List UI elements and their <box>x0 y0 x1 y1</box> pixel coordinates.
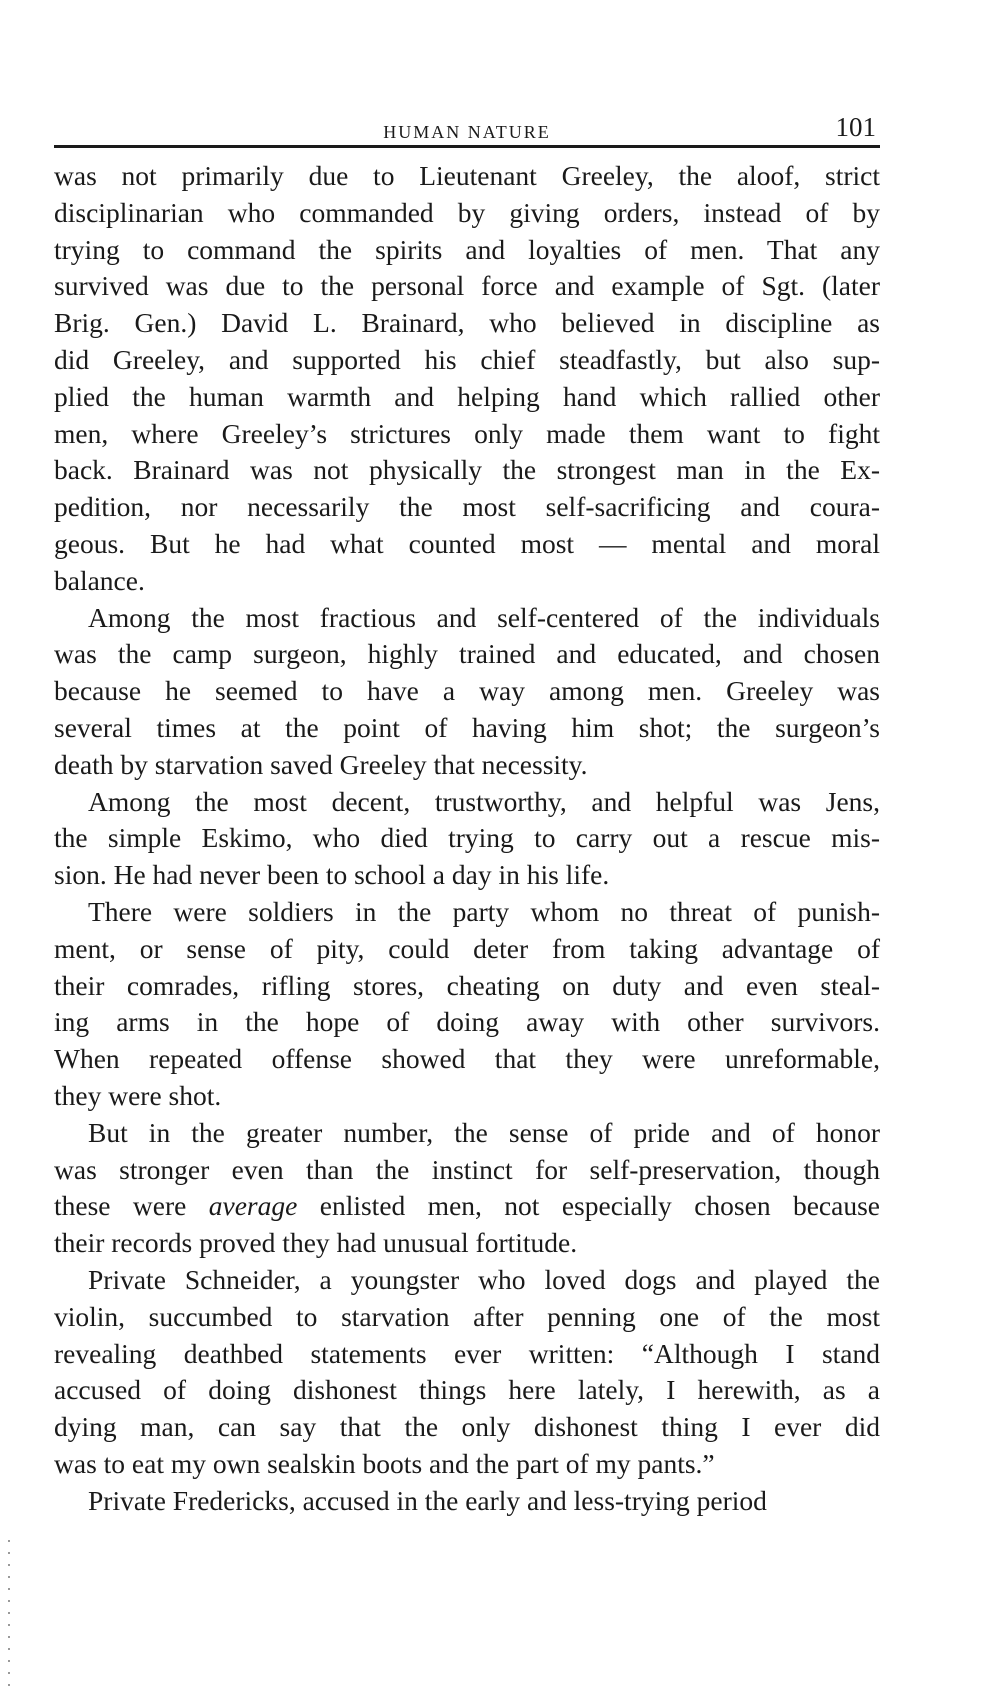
text-line: because he seemed to have a way among men. Greeley was <box>54 675 880 707</box>
text-run: enlisted men, not especially chosen because <box>297 1190 880 1222</box>
text-line: Private Fredericks, accused in the early and less-trying period <box>88 1484 767 1516</box>
text-run: But in the greater number, the sense of pride and of honor <box>88 1116 880 1148</box>
text-line: sion. He had never been to school a day in his life. <box>54 859 610 891</box>
text-line <box>54 1188 880 1225</box>
paragraph <box>54 1262 880 1483</box>
binding-edge-marks <box>8 1540 10 1690</box>
paragraph <box>54 600 880 784</box>
text-line: disciplinarian who commanded by giving orders, instead of by <box>54 196 880 228</box>
text-run: was stronger even than the instinct for self-preservation, though <box>54 1153 880 1185</box>
text-line: survived was due to the personal force and example of Sgt. (later <box>54 270 880 302</box>
text-line: death by starvation saved Greeley that necessity. <box>54 748 588 780</box>
text-line: ing arms in the hope of doing away with other survivors. <box>54 1006 880 1038</box>
paragraph <box>54 158 880 600</box>
text-line: geous. But he had what counted most — mental and moral <box>54 527 880 559</box>
running-header <box>54 112 880 146</box>
italic-word: average <box>208 1190 298 1222</box>
text-line: did Greeley, and supported his chief steadfastly, but also sup- <box>54 343 880 375</box>
text-line <box>54 1225 880 1262</box>
text-line: Private Schneider, a youngster who loved dogs and played the <box>88 1263 880 1295</box>
text-line: back. Brainard was not physically the strongest man in the Ex- <box>54 454 880 486</box>
paragraph <box>54 894 880 1115</box>
text-line: several times at the point of having him shot; the surgeon’s <box>54 711 880 743</box>
text-line: ment, or sense of pity, could deter from taking advantage of <box>54 932 880 964</box>
text-line: There were soldiers in the party whom no threat of punish- <box>88 895 880 927</box>
paragraph <box>54 1483 880 1520</box>
running-title: HUMAN NATURE <box>383 122 551 142</box>
header-rule <box>54 145 880 148</box>
text-line: Among the most fractious and self-centered of the individuals <box>88 601 880 633</box>
text-line: balance. <box>54 564 145 596</box>
text-line <box>54 1115 880 1152</box>
text-line: violin, succumbed to starvation after penning one of the most <box>54 1300 880 1332</box>
text-line: they were shot. <box>54 1079 222 1111</box>
text-line: trying to command the spirits and loyalties of men. That any <box>54 233 880 265</box>
text-line: men, where Greeley’s strictures only made them want to fight <box>54 417 880 449</box>
body-text <box>54 158 880 1519</box>
text-line <box>54 1152 880 1189</box>
text-line: accused of doing dishonest things here lately, I herewith, as a <box>54 1374 880 1406</box>
text-line: When repeated offense showed that they were unreformable, <box>54 1043 880 1075</box>
text-line: was the camp surgeon, highly trained and educated, and chosen <box>54 638 880 670</box>
paragraph <box>54 784 880 894</box>
text-line: plied the human warmth and helping hand which rallied other <box>54 380 880 412</box>
text-line: the simple Eskimo, who died trying to carry out a rescue mis- <box>54 822 880 854</box>
page-number: 101 <box>835 112 876 142</box>
text-line: pedition, nor necessarily the most self-sacrificing and coura- <box>54 491 880 523</box>
text-run: their records proved they had unusual fortitude. <box>54 1227 578 1259</box>
text-line: their comrades, rifling stores, cheating on duty and even steal- <box>54 969 880 1001</box>
text-line: was to eat my own sealskin boots and the part of my pants.” <box>54 1447 715 1479</box>
text-line: Among the most decent, trustworthy, and helpful was Jens, <box>88 785 880 817</box>
paragraph <box>54 1115 880 1262</box>
text-line: Brig. Gen.) David L. Brainard, who believed in discipline as <box>54 307 880 339</box>
text-line: revealing deathbed statements ever written: “Although I stand <box>54 1337 880 1369</box>
text-run: these were <box>54 1190 209 1222</box>
text-line: was not primarily due to Lieutenant Greeley, the aloof, strict <box>54 160 880 191</box>
text-line: dying man, can say that the only dishonest thing I ever did <box>54 1411 880 1443</box>
